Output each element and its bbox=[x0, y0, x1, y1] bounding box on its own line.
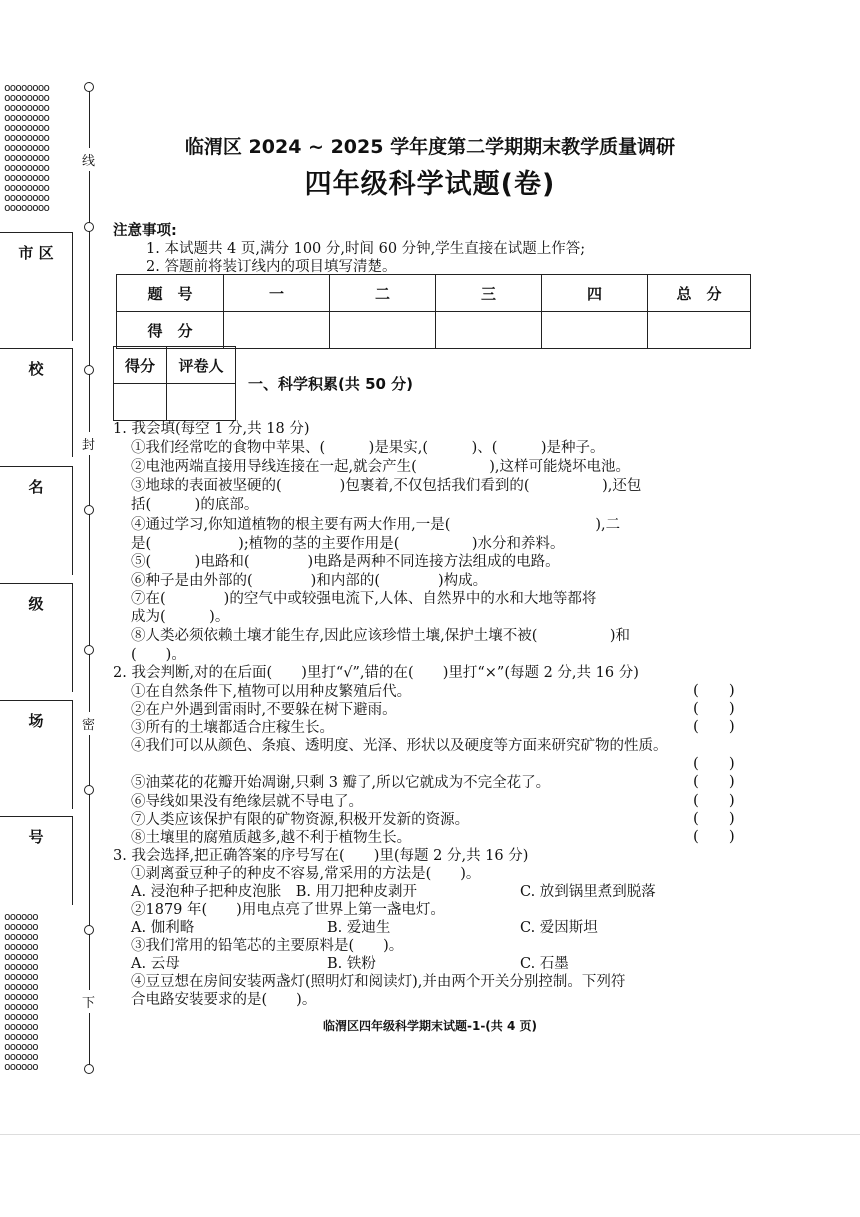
score-header-cell: 一 bbox=[224, 275, 330, 312]
question-item: ④通过学习,你知道植物的根主要有两大作用,一是( ),二 bbox=[131, 517, 621, 533]
score-entry-cell[interactable] bbox=[224, 312, 330, 349]
field-label-district: 市 区 bbox=[18, 244, 54, 262]
question-item: ②电池两端直接用导线连接在一起,就会产生( ),这样可能烧坏电池。 bbox=[131, 459, 631, 475]
question-item: ③我们常用的铅笔芯的主要原料是( )。 bbox=[131, 938, 404, 954]
option-line: A. 浸泡种子把种皮泡胀 B. 用刀把种皮剥开 bbox=[131, 884, 418, 900]
binding-word-below: 下 bbox=[82, 990, 95, 1013]
grader-score-label: 得分 bbox=[114, 347, 167, 384]
question-item-continued: ( )。 bbox=[131, 647, 186, 663]
section-title: 一、科学积累(共 50 分) bbox=[248, 375, 414, 393]
score-entry-cell[interactable] bbox=[648, 312, 751, 349]
grader-name-cell[interactable] bbox=[167, 384, 236, 421]
bottom-blank-area bbox=[0, 1134, 860, 1217]
score-header-cell: 四 bbox=[542, 275, 648, 312]
binding-circle bbox=[84, 82, 94, 92]
option-b: B. 爱迪生 bbox=[327, 920, 391, 936]
score-entry-cell[interactable] bbox=[436, 312, 542, 349]
question-item: ⑧人类必须依赖土壤才能生存,因此应该珍惜土壤,保护土壤不被( )和 bbox=[131, 628, 631, 644]
binding-word-line: 线 bbox=[82, 148, 95, 171]
question-item: ⑧土壤里的腐殖质越多,越不利于植物生长。 bbox=[131, 830, 412, 846]
note-item: 1. 本试题共 4 页,满分 100 分,时间 60 分钟,学生直接在试题上作答; bbox=[146, 241, 586, 257]
question-item: ⑥导线如果没有绝缘层就不导电了。 bbox=[131, 794, 363, 810]
field-label-exam-room: 场 bbox=[28, 712, 44, 730]
question-item: ①剥离蚕豆种子的种皮不容易,常采用的方法是( )。 bbox=[131, 866, 481, 882]
question-heading: 3. 我会选择,把正确答案的序号写在( )里(每题 2 分,共 16 分) bbox=[113, 848, 529, 864]
answer-blank[interactable]: ( ) bbox=[693, 791, 735, 809]
option-a: A. 伽利略 bbox=[131, 920, 195, 936]
question-item: ④豆豆想在房间安装两盏灯(照明灯和阅读灯),并由两个开关分别控制。下列符 bbox=[131, 974, 626, 990]
score-header-cell: 总 分 bbox=[648, 275, 751, 312]
option-c: C. 爱因斯坦 bbox=[520, 920, 598, 936]
notes-heading: 注意事项: bbox=[113, 223, 177, 239]
binding-word-seal: 封 bbox=[82, 432, 95, 455]
answer-blank[interactable]: ( ) bbox=[693, 681, 735, 699]
score-header-cell: 题 号 bbox=[117, 275, 224, 312]
question-item-continued: 合电路安装要求的是( )。 bbox=[131, 992, 317, 1008]
score-table bbox=[116, 274, 751, 349]
question-item: ⑤油菜花的花瓣开始凋谢,只剩 3 瓣了,所以它就成为不完全花了。 bbox=[131, 775, 551, 791]
question-item: ②1879 年( )用电点亮了世界上第一盏电灯。 bbox=[131, 902, 445, 918]
field-label-school: 校 bbox=[28, 360, 44, 378]
answer-blank[interactable]: ( ) bbox=[693, 772, 735, 790]
binding-circle bbox=[84, 785, 94, 795]
question-item: ④我们可以从颜色、条痕、透明度、光泽、形状以及硬度等方面来研究矿物的性质。 bbox=[131, 738, 668, 754]
question-item-continued: 是( );植物的茎的主要作用是( )水分和养料。 bbox=[131, 536, 565, 552]
field-label-grade: 级 bbox=[28, 595, 44, 613]
score-entry-cell[interactable] bbox=[330, 312, 436, 349]
score-entry-cell[interactable] bbox=[542, 312, 648, 349]
option-c: C. 石墨 bbox=[520, 956, 569, 972]
answer-blank[interactable]: ( ) bbox=[693, 754, 735, 772]
option-c: C. 放到锅里煮到脱落 bbox=[520, 884, 656, 900]
answer-blank[interactable]: ( ) bbox=[693, 827, 735, 845]
binding-circle bbox=[84, 505, 94, 515]
question-item: ③地球的表面被坚硬的( )包裹着,不仅包括我们看到的( ),还包 bbox=[131, 478, 642, 494]
score-header-cell: 二 bbox=[330, 275, 436, 312]
score-row-label: 得 分 bbox=[117, 312, 224, 349]
exam-subtitle: 四年级科学试题(卷) bbox=[304, 169, 556, 200]
binding-circle bbox=[84, 1064, 94, 1074]
page-footer: 临渭区四年级科学期末试题-1-(共 4 页) bbox=[323, 1019, 537, 1033]
field-label-name: 名 bbox=[28, 478, 44, 496]
hole-pattern-bottom: oooooo oooooo oooooo oooooo oooooo oooooo oooooo oooooo oooooo oooooo oooooo oooooo oooooo oooooo oooooo oooooo bbox=[4, 910, 38, 1073]
question-item: ⑦在( )的空气中或较强电流下,人体、自然界中的水和大地等都将 bbox=[131, 591, 597, 607]
question-heading: 2. 我会判断,对的在后面( )里打“√”,错的在( )里打“×”(每题 2 分,共 16 分) bbox=[113, 665, 639, 681]
answer-blank[interactable]: ( ) bbox=[693, 699, 735, 717]
binding-circle bbox=[84, 222, 94, 232]
binding-circle bbox=[84, 645, 94, 655]
question-item: ⑦人类应该保护有限的矿物资源,积极开发新的资源。 bbox=[131, 812, 470, 828]
question-item: ③所有的土壤都适合庄稼生长。 bbox=[131, 720, 334, 736]
grader-table bbox=[113, 346, 236, 421]
question-item: ⑤( )电路和( )电路是两种不同连接方法组成的电路。 bbox=[131, 554, 560, 570]
grader-name-label: 评卷人 bbox=[167, 347, 236, 384]
binding-circle bbox=[84, 925, 94, 935]
question-item: ①我们经常吃的食物中苹果、( )是果实,( )、( )是种子。 bbox=[131, 440, 605, 456]
question-item: ②在户外遇到雷雨时,不要躲在树下避雨。 bbox=[131, 702, 397, 718]
question-heading: 1. 我会填(每空 1 分,共 18 分) bbox=[113, 421, 310, 437]
option-a: A. 云母 bbox=[131, 956, 180, 972]
question-item: ⑥种子是由外部的( )和内部的( )构成。 bbox=[131, 573, 488, 589]
note-item: 2. 答题前将装订线内的项目填写清楚。 bbox=[146, 259, 397, 275]
grader-score-cell[interactable] bbox=[114, 384, 167, 421]
question-item-continued: 成为( )。 bbox=[131, 609, 230, 625]
exam-title: 临渭区 2024 ~ 2025 学年度第二学期期末教学质量调研 bbox=[184, 136, 676, 158]
hole-pattern-top: oooooooo oooooooo oooooooo oooooooo oooooooo oooooooo oooooooo oooooooo oooooooo oooooooo oooooooo oooooooo oooooooo bbox=[4, 81, 49, 214]
score-header-cell: 三 bbox=[436, 275, 542, 312]
option-b: B. 铁粉 bbox=[327, 956, 376, 972]
question-item: ①在自然条件下,植物可以用种皮繁殖后代。 bbox=[131, 684, 412, 700]
binding-word-secret: 密 bbox=[82, 712, 95, 735]
field-label-number: 号 bbox=[28, 828, 44, 846]
binding-circle bbox=[84, 365, 94, 375]
answer-blank[interactable]: ( ) bbox=[693, 717, 735, 735]
answer-blank[interactable]: ( ) bbox=[693, 809, 735, 827]
question-item-continued: 括( )的底部。 bbox=[131, 497, 259, 513]
